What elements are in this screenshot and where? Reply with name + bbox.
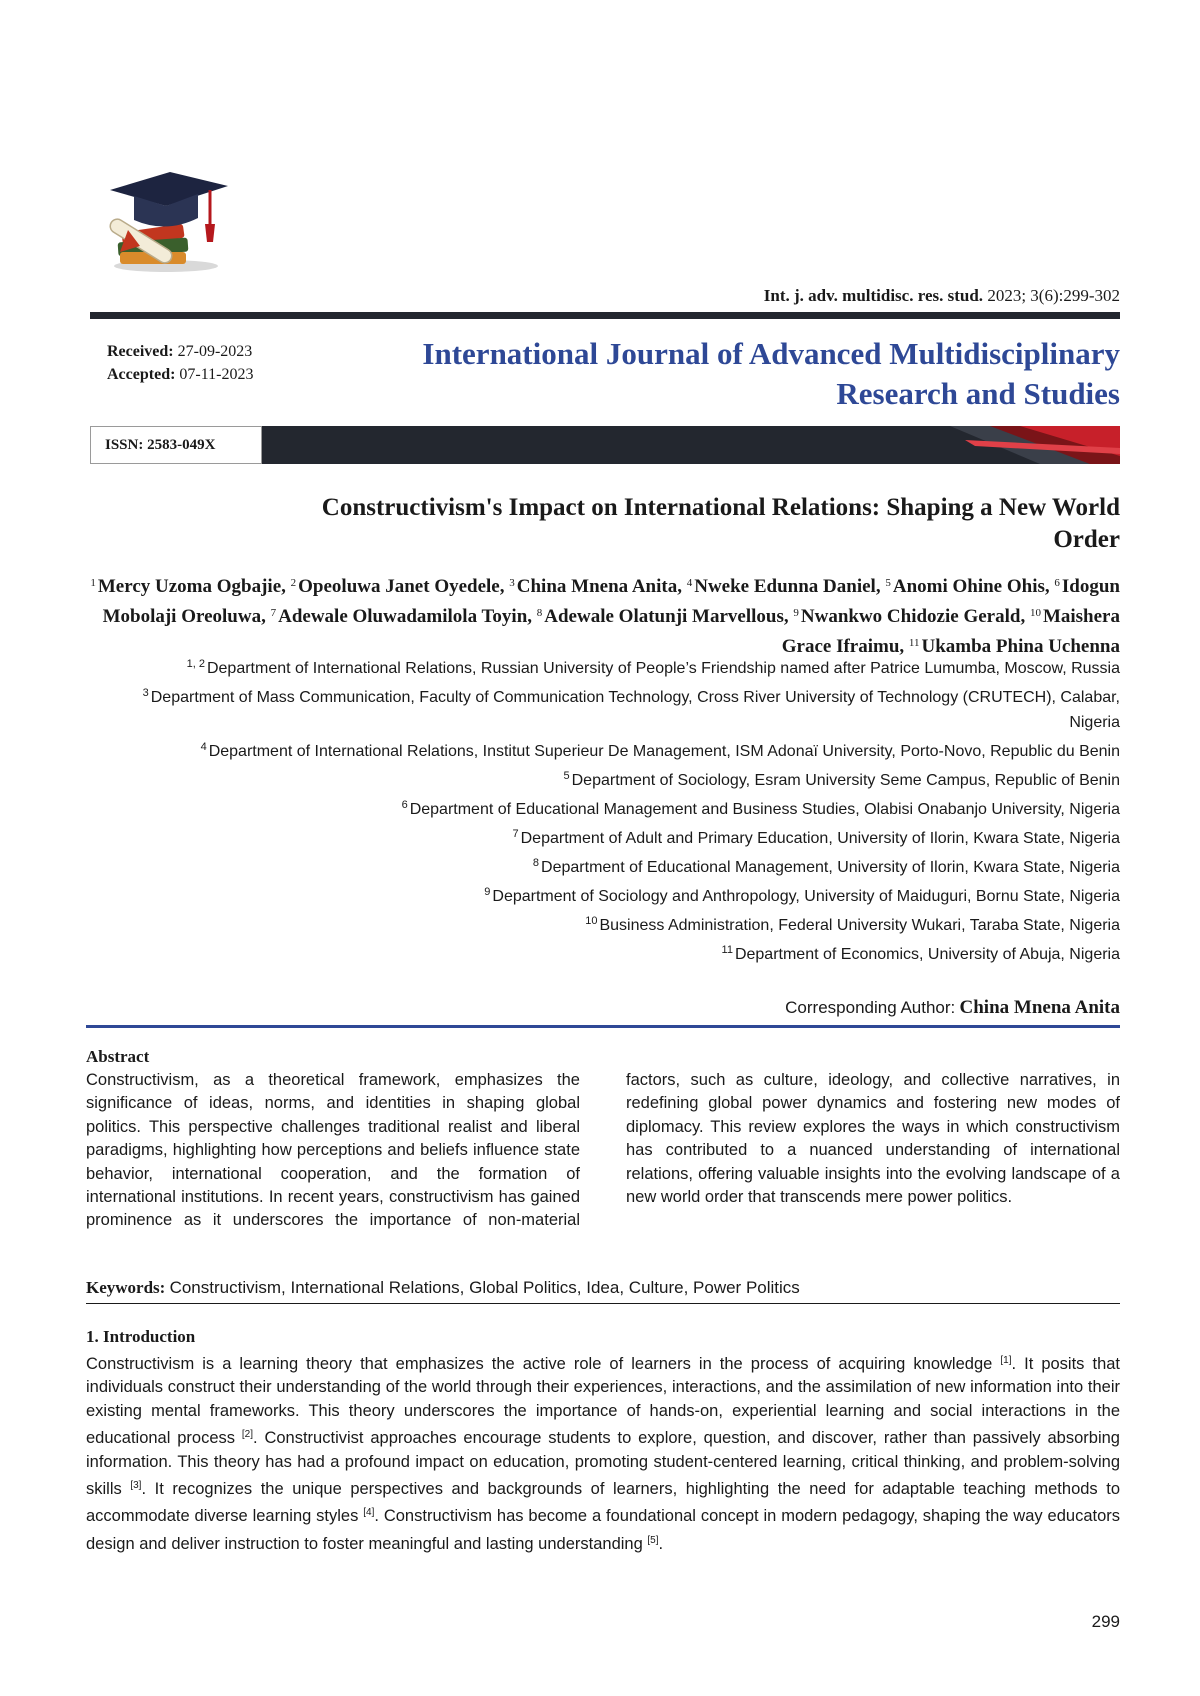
affiliation-list xyxy=(90,652,1120,967)
paper-title-line2: Order xyxy=(1053,526,1120,553)
affiliation-mark: 7 xyxy=(512,828,519,840)
author-name-text: Maishera Grace Ifraimu, xyxy=(781,606,1120,657)
affiliation-mark: 11 xyxy=(721,944,733,956)
keywords-line xyxy=(86,1278,1120,1298)
intro-text-segment: . Constructivism has become a foundational concept in modern pedagogy, shaping the way educators design and deliver instruction to foster meaningful and lasting understanding xyxy=(86,1507,1121,1553)
affiliation-mark: 9 xyxy=(484,886,491,898)
intro-text-segment: . xyxy=(658,1534,664,1553)
affiliation-item xyxy=(90,909,1120,938)
citation-journal: Int. j. adv. multidisc. res. stud. xyxy=(763,286,984,305)
affiliation-text: Department of Mass Communication, Faculty of Communication Technology, Cross River University of Technology (CRUTECH), Calabar, Nigeria xyxy=(150,689,1120,731)
paper-title-line1: Constructivism's Impact on International Relations: Shaping a New World xyxy=(321,494,1120,521)
keywords-label: Keywords: xyxy=(86,1278,166,1297)
author-name-text: Opeoluwa Janet Oyedele, xyxy=(298,576,505,597)
corresponding-author xyxy=(600,997,1120,1019)
submission-dates xyxy=(107,340,253,386)
corresponding-name: China Mnena Anita xyxy=(959,997,1120,1018)
page-number: 299 xyxy=(1091,1612,1120,1631)
received-date: 27-09-2023 xyxy=(177,343,253,360)
affiliation-item xyxy=(90,681,1120,735)
citation-reference[interactable]: [4] xyxy=(363,1507,375,1519)
intro-text-segment: Constructivism is a learning theory that emphasizes the active role of learners in the process of acquiring knowledge xyxy=(86,1355,1001,1373)
author-name xyxy=(885,576,1049,597)
author-name xyxy=(537,606,789,627)
citation-details: 2023; 3(6):299-302 xyxy=(987,286,1120,305)
author-list xyxy=(90,570,1120,660)
author-affiliation-mark: 11 xyxy=(908,637,920,649)
author-name-text: Ukamba Phina Uchenna xyxy=(921,636,1120,657)
intro-text-segment: . It recognizes the unique perspectives and backgrounds of learners, highlighting the need for adaptable teaching methods to accommodate diverse learning styles xyxy=(86,1480,1120,1526)
journal-logo xyxy=(100,168,232,278)
affiliation-item xyxy=(90,880,1120,909)
affiliation-text: Department of Educational Management and Business Studies, Olabisi Onabanjo University, Nigeria xyxy=(409,801,1120,818)
author-name xyxy=(509,576,682,597)
affiliation-item xyxy=(90,938,1120,967)
author-affiliation-mark: 8 xyxy=(536,607,543,619)
author-name xyxy=(271,606,532,627)
citation-reference[interactable]: [2] xyxy=(241,1429,254,1441)
citation-reference[interactable]: [1] xyxy=(1000,1355,1012,1366)
journal-title-line1: International Journal of Advanced Multidisciplinary xyxy=(422,336,1120,371)
intro-text xyxy=(86,1349,1120,1556)
affiliation-mark: 4 xyxy=(200,741,207,753)
affiliation-item xyxy=(90,793,1120,822)
citation-reference[interactable]: [5] xyxy=(647,1534,659,1546)
keywords-text: Constructivism, International Relations, Global Politics, Idea, Culture, Power Politics xyxy=(169,1278,800,1297)
author-affiliation-mark: 4 xyxy=(686,577,693,589)
keywords-rule xyxy=(86,1303,1120,1304)
author-affiliation-mark: 5 xyxy=(885,577,891,589)
author-affiliation-mark: 1 xyxy=(90,577,96,589)
author-name-text: China Mnena Anita, xyxy=(516,576,682,597)
affiliation-item xyxy=(90,652,1120,681)
affiliation-text: Business Administration, Federal University Wukari, Taraba State, Nigeria xyxy=(599,917,1120,934)
paper-title xyxy=(170,492,1120,556)
abstract-heading: Abstract xyxy=(86,1047,150,1066)
issn-label: ISSN: 2583-049X xyxy=(90,426,262,464)
affiliation-item xyxy=(90,764,1120,793)
affiliation-item xyxy=(90,822,1120,851)
author-name-text: Nwankwo Chidozie Gerald, xyxy=(800,606,1026,627)
affiliation-mark: 8 xyxy=(532,857,540,869)
affiliation-mark: 6 xyxy=(401,799,408,811)
author-name-text: Idogun Mobolaji Oreoluwa, xyxy=(102,576,1120,627)
author-affiliation-mark: 10 xyxy=(1029,607,1041,619)
author-affiliation-mark: 7 xyxy=(270,607,277,619)
affiliation-text: Department of Economics, University of Abuja, Nigeria xyxy=(734,946,1120,963)
affiliation-text: Department of Sociology and Anthropology, University of Maiduguri, Bornu State, Nigeria xyxy=(492,888,1120,905)
citation-reference[interactable]: [3] xyxy=(130,1480,142,1492)
author-name-text: Mercy Uzoma Ogbajie, xyxy=(97,576,286,597)
author-affiliation-mark: 9 xyxy=(793,607,799,619)
author-affiliation-mark: 2 xyxy=(290,577,297,589)
affiliation-text: Department of Sociology, Esram University Seme Campus, Republic of Benin xyxy=(571,772,1120,789)
affiliation-mark: 3 xyxy=(142,687,149,699)
citation-line xyxy=(600,286,1120,306)
author-name xyxy=(90,576,286,597)
author-name-text: Anomi Ohine Ohis, xyxy=(892,576,1050,597)
affiliation-mark: 10 xyxy=(585,915,598,927)
header-rule xyxy=(90,312,1120,319)
affiliation-text: Department of International Relations, Institut Superieur De Management, ISM Adonaï University, Porto-Novo, Republic du Benin xyxy=(208,743,1120,760)
intro-text-segment: . Constructivist approaches encourage students to explore, question, and discover, rather than passively absorbing information. This theory has had a profound impact on education, promoting student-centered learning, critical thinking, and problem-solving skills xyxy=(86,1429,1120,1499)
accepted-label: Accepted: xyxy=(107,366,176,383)
journal-title-line2: Research and Studies xyxy=(836,376,1120,411)
accepted-date: 07-11-2023 xyxy=(179,366,254,383)
author-name-text: Adewale Oluwadamilola Toyin, xyxy=(278,606,533,627)
journal-title xyxy=(320,334,1120,414)
affiliation-item xyxy=(90,851,1120,880)
author-name-text: Nweke Edunna Daniel, xyxy=(694,576,881,597)
received-label: Received: xyxy=(107,343,174,360)
corresponding-label: Corresponding Author: xyxy=(785,998,956,1017)
author-name xyxy=(687,576,881,597)
intro-heading: 1. Introduction xyxy=(86,1327,196,1346)
affiliation-mark: 5 xyxy=(563,770,570,782)
affiliation-text: Department of Educational Management, University of Ilorin, Kwara State, Nigeria xyxy=(541,859,1120,876)
author-affiliation-mark: 6 xyxy=(1054,577,1060,589)
author-name xyxy=(291,576,505,597)
author-name xyxy=(793,606,1025,627)
affiliation-text: Department of Adult and Primary Education, University of Ilorin, Kwara State, Nigeria xyxy=(520,830,1120,847)
abstract-rule xyxy=(86,1025,1120,1028)
affiliation-text: Department of International Relations, Russian University of People’s Friendship named after Patrice Lumumba, Moscow, Russia xyxy=(206,660,1120,677)
author-affiliation-mark: 3 xyxy=(509,577,515,589)
intro-text-segment: . It posits that individuals construct their understanding of the world through their experiences, interactions, and the assimilation of new information into their existing mental frameworks. This theory underscores the importance of hands-on, experiential learning and social interactions in the educational process xyxy=(86,1355,1121,1448)
affiliation-item xyxy=(90,735,1120,764)
author-name-text: Adewale Olatunji Marvellous, xyxy=(544,606,789,627)
abstract-text: Constructivism, as a theoretical framework, emphasizes the significance of ideas, norms, and identities in shaping global politics. This perspective challenges traditional realist and liberal paradigms, highlighting how perceptions and beliefs influence state behavior, international cooperation, and the formation of international institutions. In recent years, constructivism has gained prominence as it underscores the importance of non-material factors, such as culture, ideology, and collective narratives, in redefining global power dynamics and fostering new modes of diplomacy. This review explores the ways in which constructivism has contributed to a nuanced understanding of international relations, offering valuable insights into the evolving landscape of a new world order that transcends mere power politics. xyxy=(86,1071,1120,1230)
affiliation-mark: 1, 2 xyxy=(186,658,205,670)
